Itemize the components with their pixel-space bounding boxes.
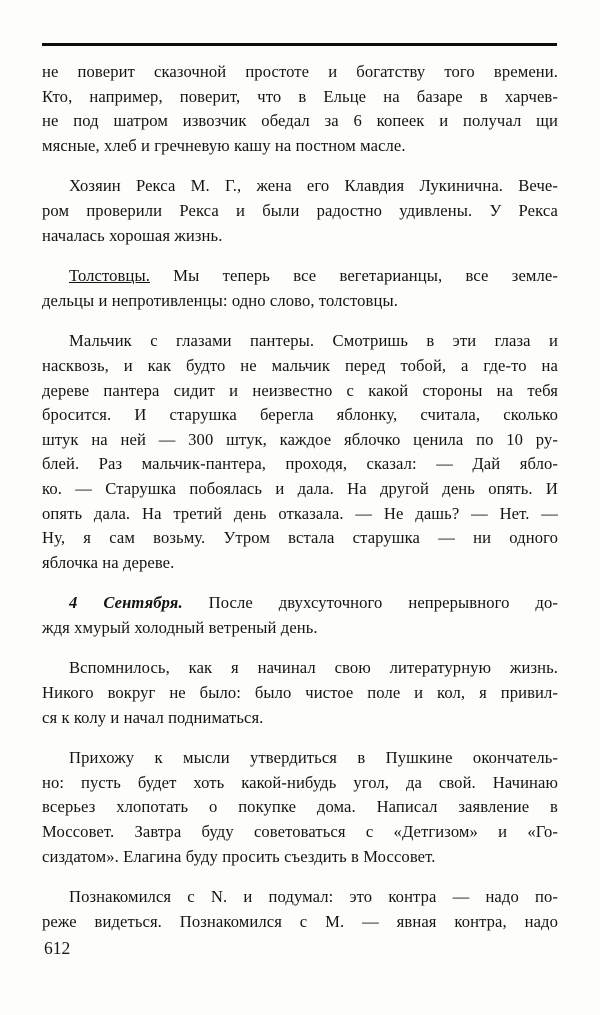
text-line: но: пусть будет хоть какой-нибудь угол, да свой. Начинаю	[42, 772, 558, 792]
text-line: ся к колу и начал подниматься.	[42, 707, 264, 727]
text-block	[42, 60, 558, 950]
paragraph	[42, 656, 558, 730]
paragraph	[42, 60, 558, 158]
text-line: 4 Сентября. После двухсуточного непрерывного до-	[69, 593, 558, 613]
paragraph	[42, 885, 558, 934]
text-line: всерьез хлопотать о покупке дома. Написал заявление в	[42, 797, 558, 817]
page-number: 612	[44, 938, 71, 958]
text-line: штук на ней — 300 штук, каждое яблочко ценила по 10 ру-	[42, 429, 558, 449]
text-line: Никого вокруг не было: было чистое поле и кол, я привил-	[42, 683, 558, 703]
text-line: сиздатом». Елагина буду просить съездить в Моссовет.	[42, 846, 436, 866]
text-line: Познакомился с N. и подумал: это контра — надо по-	[69, 887, 558, 907]
paragraph	[42, 746, 558, 869]
text-line: Хозяин Рекса М. Г., жена его Клавдия Лукинична. Вече-	[69, 176, 558, 196]
text-line: блей. Раз мальчик-пантера, проходя, сказал: — Дай ябло-	[42, 454, 558, 474]
text-line: Моссовет. Завтра буду советоваться с «Детгизом» и «Го-	[42, 822, 558, 842]
text-line: дельцы и непротивленцы: одно слово, толстовцы.	[42, 290, 398, 310]
text-line: опять дала. На третий день отказала. — Не дашь? — Нет. —	[42, 503, 558, 523]
text-line: Вспомнилось, как я начинал свою литературную жизнь.	[69, 658, 558, 678]
paragraph	[42, 329, 558, 575]
text-line: бросится. И старушка берегла яблонку, считала, сколько	[42, 405, 558, 425]
text-line: яблочка на дереве.	[42, 552, 175, 572]
paragraph	[42, 264, 558, 313]
text-line: Мальчик с глазами пантеры. Смотришь в эти глаза и	[69, 331, 558, 351]
text-line: не поверит сказочной простоте и богатству того времени.	[42, 62, 558, 81]
text-line: Толстовцы. Мы теперь все вегетарианцы, все земле-	[69, 266, 558, 286]
top-rule	[42, 43, 557, 46]
text-line: началась хорошая жизнь.	[42, 225, 223, 245]
text-line: Прихожу к мысли утвердиться в Пушкине окончатель-	[69, 748, 558, 768]
text-line: Ну, я сам возьму. Утром встала старушка — ни одного	[42, 528, 558, 548]
paragraph	[42, 591, 558, 640]
text-line: дереве пантера сидит и неизвестно с какой стороны на тебя	[42, 380, 558, 400]
paragraph	[42, 174, 558, 248]
paragraph-lead: Толстовцы.	[69, 266, 150, 286]
text-line: Кто, например, поверит, что в Ельце на базаре в харчев-	[42, 86, 558, 106]
text-line: ром проверили Рекса и были радостно удивлены. У Рекса	[42, 200, 558, 220]
paragraph-lead: 4 Сентября.	[69, 593, 183, 613]
text-line: насквозь, и как будто не мальчик перед тобой, а где-то на	[42, 355, 558, 375]
text-line: ко. — Старушка побоялась и дала. На другой день опять. И	[42, 478, 558, 498]
text-line: мясные, хлеб и гречневую кашу на постном масле.	[42, 135, 406, 155]
text-line: реже видеться. Познакомился с М. — явная контра, надо	[42, 911, 558, 931]
text-line: не под шатром извозчик обедал за 6 копеек и получал щи	[42, 111, 558, 131]
text-line: ждя хмурый холодный ветреный день.	[42, 617, 318, 637]
